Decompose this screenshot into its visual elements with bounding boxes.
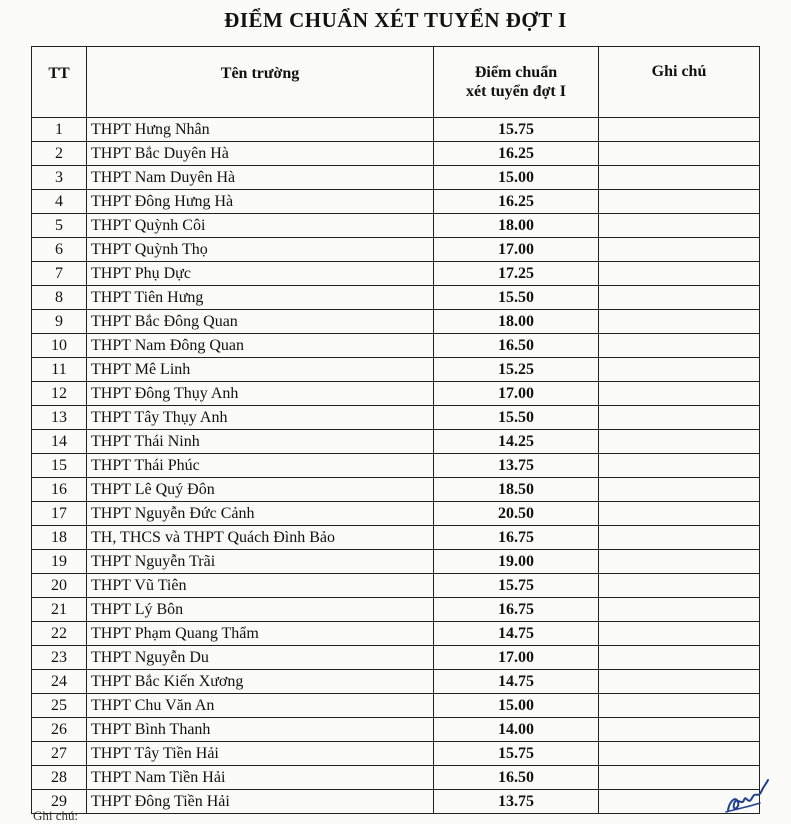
admission-score: 14.25 [434, 430, 599, 454]
school-name: THPT Nam Tiền Hải [87, 766, 434, 790]
table-row [32, 334, 760, 358]
school-name: THPT Lê Quý Đôn [87, 478, 434, 502]
school-name: THPT Nam Duyên Hà [87, 166, 434, 190]
row-number: 24 [32, 670, 87, 694]
table-row [32, 238, 760, 262]
school-name: THPT Thái Ninh [87, 430, 434, 454]
table-row [32, 766, 760, 790]
row-number: 27 [32, 742, 87, 766]
school-name: THPT Quỳnh Côi [87, 214, 434, 238]
row-note [599, 190, 760, 214]
admission-score: 14.75 [434, 622, 599, 646]
header-score-line1: Điểm chuẩn [474, 64, 558, 81]
row-note [599, 598, 760, 622]
row-note [599, 670, 760, 694]
row-note [599, 718, 760, 742]
table-body [32, 118, 760, 814]
row-number: 21 [32, 598, 87, 622]
admission-score: 15.75 [434, 742, 599, 766]
school-name: THPT Bắc Đông Quan [87, 310, 434, 334]
table-row [32, 670, 760, 694]
row-number: 11 [32, 358, 87, 382]
admission-scores-table [31, 46, 760, 814]
admission-score: 18.00 [434, 214, 599, 238]
admission-score: 20.50 [434, 502, 599, 526]
header-school-name: Tên trường [87, 47, 434, 118]
row-number: 8 [32, 286, 87, 310]
table-row [32, 622, 760, 646]
table-row [32, 598, 760, 622]
row-number: 6 [32, 238, 87, 262]
admission-score: 16.50 [434, 334, 599, 358]
row-note [599, 454, 760, 478]
table-row [32, 430, 760, 454]
admission-score: 17.25 [434, 262, 599, 286]
admission-score: 16.75 [434, 598, 599, 622]
admission-score: 16.75 [434, 526, 599, 550]
row-note [599, 502, 760, 526]
row-note [599, 646, 760, 670]
table-row [32, 406, 760, 430]
admission-score: 15.00 [434, 694, 599, 718]
admission-score: 17.00 [434, 238, 599, 262]
row-number: 5 [32, 214, 87, 238]
row-number: 2 [32, 142, 87, 166]
row-number: 4 [32, 190, 87, 214]
school-name: THPT Hưng Nhân [87, 118, 434, 142]
admission-score: 15.50 [434, 406, 599, 430]
admission-score: 13.75 [434, 790, 599, 814]
table-row [32, 502, 760, 526]
admission-score: 19.00 [434, 550, 599, 574]
table-row [32, 526, 760, 550]
row-number: 9 [32, 310, 87, 334]
table-row [32, 142, 760, 166]
school-name: THPT Bắc Duyên Hà [87, 142, 434, 166]
footer-note-label: Ghi chú: [33, 808, 79, 823]
row-note [599, 478, 760, 502]
table-row [32, 262, 760, 286]
row-note [599, 358, 760, 382]
row-number: 29 [32, 790, 87, 814]
row-note [599, 142, 760, 166]
table-row [32, 694, 760, 718]
row-note [599, 238, 760, 262]
header-score-line2: xét tuyển đợt I [466, 83, 566, 100]
admission-score: 16.25 [434, 190, 599, 214]
school-name: THPT Bình Thanh [87, 718, 434, 742]
signature-mark [722, 776, 770, 816]
school-name: THPT Phụ Dực [87, 262, 434, 286]
row-note [599, 382, 760, 406]
row-number: 26 [32, 718, 87, 742]
row-number: 13 [32, 406, 87, 430]
header-score [434, 47, 599, 118]
row-note [599, 214, 760, 238]
row-number: 22 [32, 622, 87, 646]
row-note [599, 622, 760, 646]
row-number: 3 [32, 166, 87, 190]
header-note: Ghi chú [599, 47, 760, 118]
header-row [32, 47, 760, 118]
row-note [599, 526, 760, 550]
row-number: 15 [32, 454, 87, 478]
table-row [32, 742, 760, 766]
row-number: 19 [32, 550, 87, 574]
table-row [32, 358, 760, 382]
school-name: THPT Tây Thụy Anh [87, 406, 434, 430]
admission-score: 13.75 [434, 454, 599, 478]
table-row [32, 166, 760, 190]
table-row [32, 574, 760, 598]
table-row [32, 718, 760, 742]
table-row [32, 382, 760, 406]
row-number: 12 [32, 382, 87, 406]
table-row [32, 478, 760, 502]
admission-score: 18.00 [434, 310, 599, 334]
admission-score: 17.00 [434, 382, 599, 406]
admission-score: 16.25 [434, 142, 599, 166]
school-name: THPT Chu Văn An [87, 694, 434, 718]
admission-score: 14.00 [434, 718, 599, 742]
row-number: 1 [32, 118, 87, 142]
row-number: 16 [32, 478, 87, 502]
row-number: 20 [32, 574, 87, 598]
school-name: THPT Đông Hưng Hà [87, 190, 434, 214]
admission-score: 15.75 [434, 118, 599, 142]
admission-score: 15.00 [434, 166, 599, 190]
row-note [599, 286, 760, 310]
row-number: 28 [32, 766, 87, 790]
row-number: 18 [32, 526, 87, 550]
admission-score: 15.75 [434, 574, 599, 598]
row-note [599, 262, 760, 286]
school-name: THPT Nguyễn Trãi [87, 550, 434, 574]
row-note [599, 406, 760, 430]
school-name: THPT Đông Tiền Hải [87, 790, 434, 814]
row-note [599, 118, 760, 142]
school-name: THPT Nguyễn Du [87, 646, 434, 670]
table-row [32, 310, 760, 334]
school-name: THPT Mê Linh [87, 358, 434, 382]
admission-score: 14.75 [434, 670, 599, 694]
school-name: THPT Thái Phúc [87, 454, 434, 478]
row-number: 23 [32, 646, 87, 670]
table-row [32, 190, 760, 214]
row-number: 10 [32, 334, 87, 358]
document-title: ĐIỂM CHUẨN XÉT TUYỂN ĐỢT I [224, 8, 567, 32]
school-name: THPT Quỳnh Thọ [87, 238, 434, 262]
row-note [599, 430, 760, 454]
school-name: THPT Lý Bôn [87, 598, 434, 622]
school-name: THPT Bắc Kiến Xương [87, 670, 434, 694]
school-name: THPT Tây Tiền Hải [87, 742, 434, 766]
table-row [32, 646, 760, 670]
table-row [32, 550, 760, 574]
school-name: THPT Nam Đông Quan [87, 334, 434, 358]
admission-score: 16.50 [434, 766, 599, 790]
school-name: TH, THCS và THPT Quách Đình Bảo [87, 526, 434, 550]
row-note [599, 166, 760, 190]
school-name: THPT Đông Thụy Anh [87, 382, 434, 406]
school-name: THPT Vũ Tiên [87, 574, 434, 598]
admission-score: 17.00 [434, 646, 599, 670]
row-note [599, 310, 760, 334]
row-note [599, 334, 760, 358]
row-note [599, 742, 760, 766]
table-row [32, 286, 760, 310]
header-tt: TT [32, 47, 87, 118]
row-note [599, 574, 760, 598]
row-number: 25 [32, 694, 87, 718]
table-row [32, 118, 760, 142]
school-name: THPT Tiên Hưng [87, 286, 434, 310]
row-number: 7 [32, 262, 87, 286]
table-row [32, 790, 760, 814]
admission-score: 18.50 [434, 478, 599, 502]
table-header [32, 47, 760, 118]
row-number: 14 [32, 430, 87, 454]
table-row [32, 214, 760, 238]
row-note [599, 550, 760, 574]
row-number: 17 [32, 502, 87, 526]
admission-score: 15.50 [434, 286, 599, 310]
row-note [599, 694, 760, 718]
admission-score: 15.25 [434, 358, 599, 382]
school-name: THPT Nguyễn Đức Cảnh [87, 502, 434, 526]
school-name: THPT Phạm Quang Thẩm [87, 622, 434, 646]
table-row [32, 454, 760, 478]
